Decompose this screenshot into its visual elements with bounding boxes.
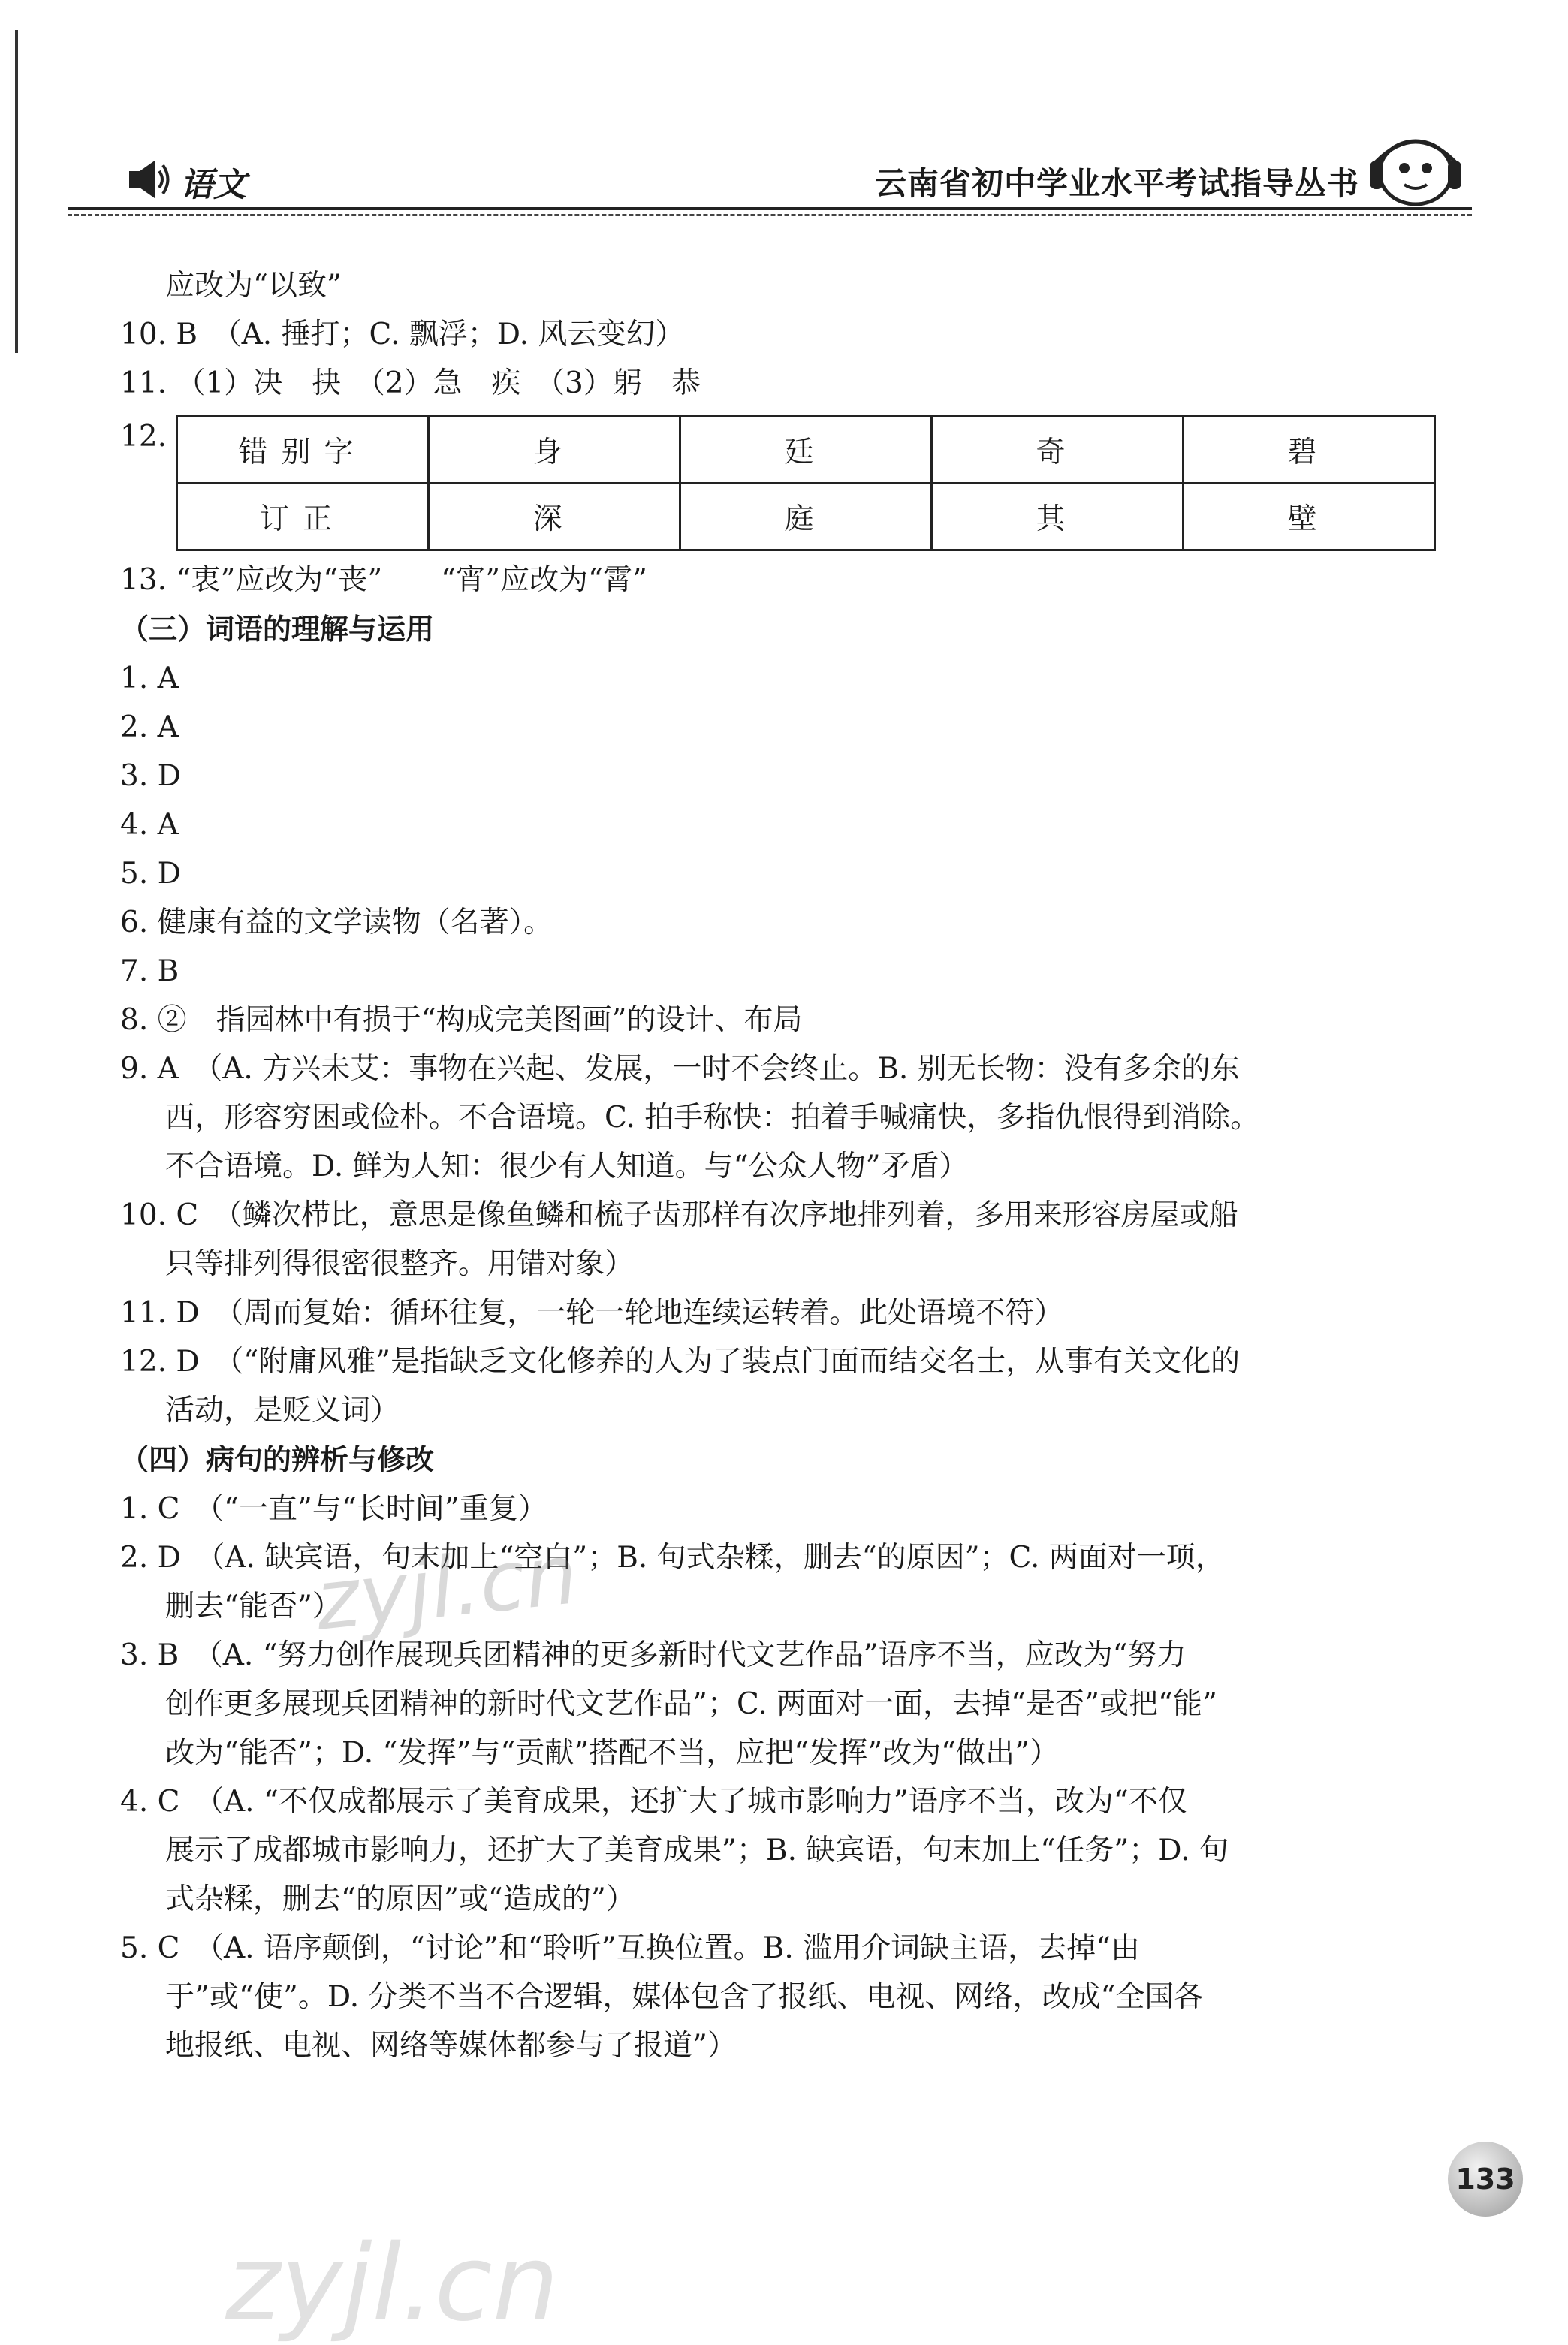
- answer-line: 式杂糅，删去“的原因”或“造成的”）: [165, 1882, 635, 1916]
- correction-table: [176, 415, 1436, 551]
- answer-line: 10. C （鳞次栉比，意思是像鱼鳞和梳子齿那样有次序地排列着，多用来形容房屋或船: [120, 1198, 1238, 1232]
- table-cell: 订正: [177, 484, 429, 550]
- answer-line: 地报纸、电视、网络等媒体都参与了报道”）: [165, 2029, 737, 2063]
- table-cell: 廷: [680, 417, 932, 484]
- answer-line: 6. 健康有益的文学读物（名著）。: [120, 906, 553, 939]
- answer-line: 8. ② 指园林中有损于“构成完美图画”的设计、布局: [120, 1003, 803, 1037]
- answer-line: 9. A （A. 方兴未艾：事物在兴起、发展，一时不会终止。B. 别无长物：没有多余的东: [120, 1052, 1240, 1086]
- table-cell: 深: [429, 484, 680, 550]
- table-cell: 庭: [680, 484, 932, 550]
- page-header: [68, 143, 1472, 218]
- table-cell: 错别字: [177, 417, 429, 484]
- answer-line: 4. A: [120, 808, 179, 842]
- subject-label: 语文: [180, 166, 246, 204]
- section-heading: （四）病句的辨析与修改: [120, 1443, 435, 1476]
- answer-line: 删去“能否”）: [165, 1590, 342, 1623]
- answer-line: 7. B: [120, 954, 179, 988]
- answer-content: [120, 261, 1436, 2070]
- table-row: [177, 417, 1435, 484]
- page-number: 133: [1448, 2142, 1523, 2217]
- answer-line: 不合语境。D. 鲜为人知：很少有人知道。与“公众人物”矛盾）: [165, 1150, 969, 1183]
- answer-line: 只等排列得很密很整齐。用错对象）: [165, 1247, 635, 1281]
- answer-line: 活动，是贬义词）: [165, 1394, 400, 1427]
- header-dashed-rule: [68, 214, 1472, 216]
- answer-line: 12. D （“附庸风雅”是指缺乏文化修养的人为了装点门面而结交名士，从事有关文化的: [120, 1345, 1241, 1379]
- table-cell: 壁: [1183, 484, 1434, 550]
- answer-line: 创作更多展现兵团精神的新时代文艺作品”；C. 两面对一面，去掉“是否”或把“能”: [165, 1687, 1217, 1721]
- answer-line: 4. C （A. “不仅成都展示了美育成果，还扩大了城市影响力”语序不当，改为“不仅: [120, 1785, 1187, 1819]
- answer-line: 于”或“使”。D. 分类不当不合逻辑，媒体包含了报纸、电视、网络，改成“全国各: [165, 1980, 1204, 2014]
- watermark: zyjl.cn: [311, 1526, 582, 1649]
- answer-line: 11. （1）决 抉 （2）急 疾 （3）躬 恭: [120, 366, 701, 400]
- answer-line: 2. A: [120, 710, 179, 744]
- table-cell: 奇: [931, 417, 1183, 484]
- watermark: zyjl.cn: [225, 2223, 559, 2345]
- answer-line: 1. C （“一直”与“长时间”重复）: [120, 1492, 547, 1526]
- table-cell: 其: [931, 484, 1183, 550]
- answer-line: 西，形容穷困或俭朴。不合语境。C. 拍手称快：拍着手喊痛快，多指仇恨得到消除。: [165, 1101, 1260, 1135]
- table-cell: 身: [429, 417, 680, 484]
- section-heading: （三）词语的理解与运用: [120, 613, 435, 646]
- answer-line: 1. A: [120, 662, 179, 695]
- answer-line: 13. “衷”应改为“丧” “宵”应改为“霄”: [120, 563, 647, 597]
- answer-line: 5. C （A. 语序颠倒，“讨论”和“聆听”互换位置。B. 滥用介词缺主语，去掉“由: [120, 1931, 1141, 1965]
- answer-line: 11. D （周而复始：循环往复，一轮一轮地连续运转着。此处语境不符）: [120, 1296, 1064, 1330]
- mascot-headphones-icon: [1359, 135, 1472, 210]
- answer-line: 3. D: [120, 759, 181, 793]
- answer-line: 2. D （A. 缺宾语，句末加上“空白”；B. 句式杂糅，删去“的原因”；C. 两面对一项，: [120, 1541, 1225, 1575]
- answer-lines-top: [120, 261, 1436, 408]
- answer-lines-bottom: [120, 556, 1436, 2070]
- answer-number: 12.: [120, 420, 167, 454]
- table-cell: 碧: [1183, 417, 1434, 484]
- answer-12-row: [120, 412, 1436, 551]
- answer-line: 3. B （A. “努力创作展现兵团精神的更多新时代文艺作品”语序不当，应改为“努力: [120, 1638, 1187, 1672]
- series-title: 云南省初中学业水平考试指导丛书: [874, 165, 1359, 202]
- speaker-icon: [128, 158, 171, 201]
- answer-line: 应改为“以致”: [165, 269, 342, 303]
- header-rule: [68, 207, 1472, 210]
- answer-line: 改为“能否”；D. “发挥”与“贡献”搭配不当，应把“发挥”改为“做出”）: [165, 1736, 1060, 1770]
- table-row: [177, 484, 1435, 550]
- answer-line: 10. B （A. 捶打；C. 飘浮；D. 风云变幻）: [120, 318, 685, 351]
- page-spine-edge: [15, 30, 18, 353]
- answer-line: 展示了成都城市影响力，还扩大了美育成果”；B. 缺宾语，句末加上“任务”；D. 句: [165, 1834, 1229, 1867]
- answer-line: 5. D: [120, 857, 181, 891]
